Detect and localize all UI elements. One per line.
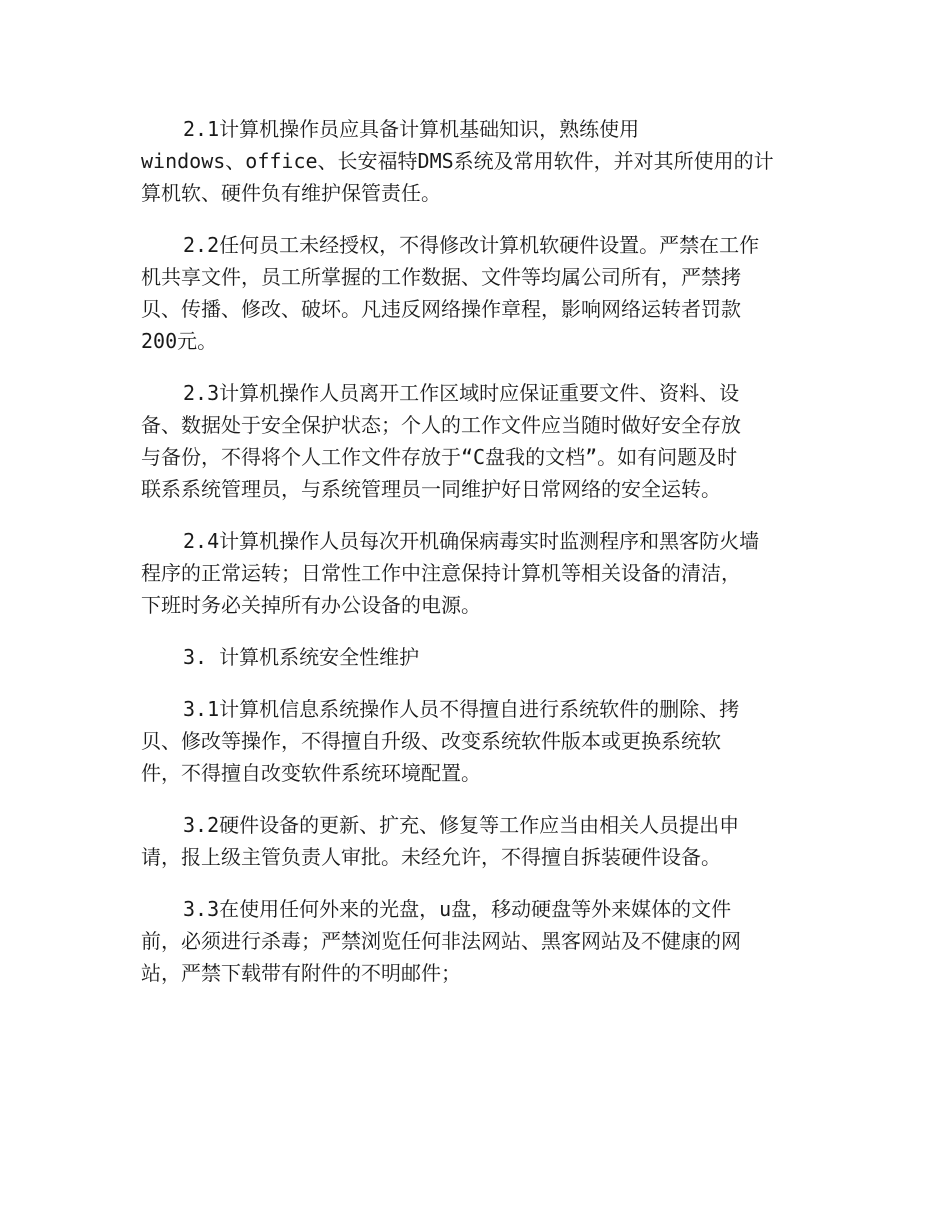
paragraph-2-1 <box>141 113 811 209</box>
paragraph-2-4 <box>141 525 811 621</box>
paragraph-line: 联系系统管理员，与系统管理员一同维护好日常网络的安全运转。 <box>141 477 721 501</box>
paragraph-line: 2.3计算机操作人员离开工作区域时应保证重要文件、资料、设 <box>183 381 740 405</box>
paragraph-2-2 <box>141 229 811 357</box>
paragraph-line: 前，必须进行杀毒；严禁浏览任何非法网站、黑客网站及不健康的网 <box>141 929 741 953</box>
paragraph-line: 3.3在使用任何外来的光盘，u盘，移动硬盘等外来媒体的文件 <box>183 897 732 921</box>
paragraph-line: 2.4计算机操作人员每次开机确保病毒实时监测程序和黑客防火墙 <box>183 529 760 553</box>
paragraph-3-3 <box>141 893 811 989</box>
paragraph-line: windows、office、长安福特DMS系统及常用软件，并对其所使用的计 <box>141 149 774 173</box>
paragraph-line: 备、数据处于安全保护状态；个人的工作文件应当随时做好安全存放 <box>141 413 741 437</box>
paragraph-2-3 <box>141 377 811 505</box>
paragraph-line: 程序的正常运转；日常性工作中注意保持计算机等相关设备的清洁， <box>141 561 741 585</box>
paragraph-line: 2.1计算机操作员应具备计算机基础知识，熟练使用 <box>183 117 640 141</box>
paragraph-3-2 <box>141 809 811 873</box>
paragraph-line: 算机软、硬件负有维护保管责任。 <box>141 181 441 205</box>
paragraph-line: 件，不得擅自改变软件系统环境配置。 <box>141 761 481 785</box>
paragraph-line: 贝、修改等操作，不得擅自升级、改变系统软件版本或更换系统软 <box>141 729 721 753</box>
paragraph-line: 2.2任何员工未经授权，不得修改计算机软硬件设置。严禁在工作 <box>183 233 760 257</box>
paragraph-line: 站，严禁下载带有附件的不明邮件； <box>141 961 461 985</box>
paragraph-3-1 <box>141 693 811 789</box>
document-body <box>141 113 811 1009</box>
paragraph-line: 请，报上级主管负责人审批。未经允许，不得擅自拆装硬件设备。 <box>141 845 721 869</box>
section-heading-3 <box>141 641 811 673</box>
paragraph-line: 200元。 <box>141 329 218 353</box>
paragraph-line: 贝、传播、修改、破坏。凡违反网络操作章程，影响网络运转者罚款 <box>141 297 741 321</box>
paragraph-line: 3.1计算机信息系统操作人员不得擅自进行系统软件的删除、拷 <box>183 697 740 721</box>
paragraph-line: 3.2硬件设备的更新、扩充、修复等工作应当由相关人员提出申 <box>183 813 740 837</box>
paragraph-line: 机共享文件，员工所掌握的工作数据、文件等均属公司所有，严禁拷 <box>141 265 741 289</box>
paragraph-line: 下班时务必关掉所有办公设备的电源。 <box>141 593 481 617</box>
section-heading-text: 3. 计算机系统安全性维护 <box>183 645 420 669</box>
paragraph-line: 与备份，不得将个人工作文件存放于“C盘我的文档”。如有问题及时 <box>141 445 738 469</box>
